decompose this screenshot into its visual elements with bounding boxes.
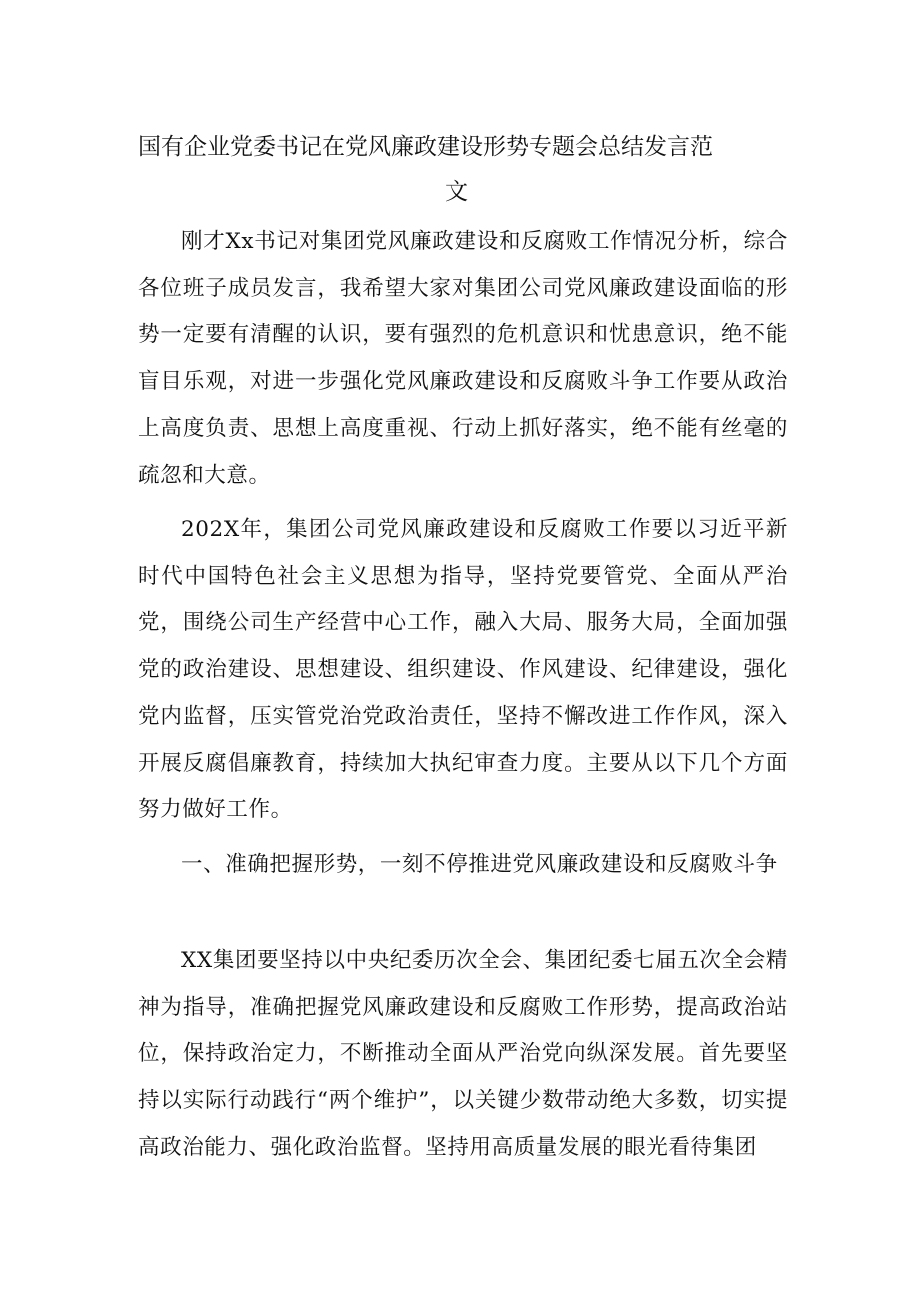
document-title-line-2: 文 xyxy=(445,179,468,205)
section-heading-1: 一、准确把握形势，一刻不停推进党风廉政建设和反腐败斗争 xyxy=(181,852,778,877)
paragraph-intro: 刚才Xx书记对集团党风廉政建设和反腐败工作情况分析，综合各位班子成员发言，我希望大家对集团公司党风廉政建设面临的形势一定要有清醒的认识，要有强烈的危机意识和忧患意识，绝不能盲目乐观，对进一步强化党风廉政建设和反腐败斗争工作要从政治上高度负责、思想上高度重视、行动上抓好落实，绝不能有丝毫的疏忽和大意。 xyxy=(138,229,788,488)
paragraph-section-1-body: XX集团要坚持以中央纪委历次全会、集团纪委七届五次全会精神为指导，准确把握党风廉政建设和反腐败工作形势，提高政治站位，保持政治定力，不断推动全面从严治党向纵深发展。首先要坚持以实际行动践行“两个维护”，以关键少数带动绝大多数，切实提高政治能力、强化政治监督。坚持用高质量发展的眼光看待集团 xyxy=(138,948,788,1160)
document-title-line-1: 国有企业党委书记在党风廉政建设形势专题会总结发言范 xyxy=(138,134,713,160)
paragraph-overview: 202X年，集团公司党风廉政建设和反腐败工作要以习近平新时代中国特色社会主义思想为指导，坚持党要管党、全面从严治党，围绕公司生产经营中心工作，融入大局、服务大局，全面加强党的政治建设、思想建设、组织建设、作风建设、纪律建设，强化党内监督，压实管党治党政治责任，坚持不懈改进工作作风，深入开展反腐倡廉教育，持续加大执纪审查力度。主要从以下几个方面努力做好工作。 xyxy=(138,517,788,823)
